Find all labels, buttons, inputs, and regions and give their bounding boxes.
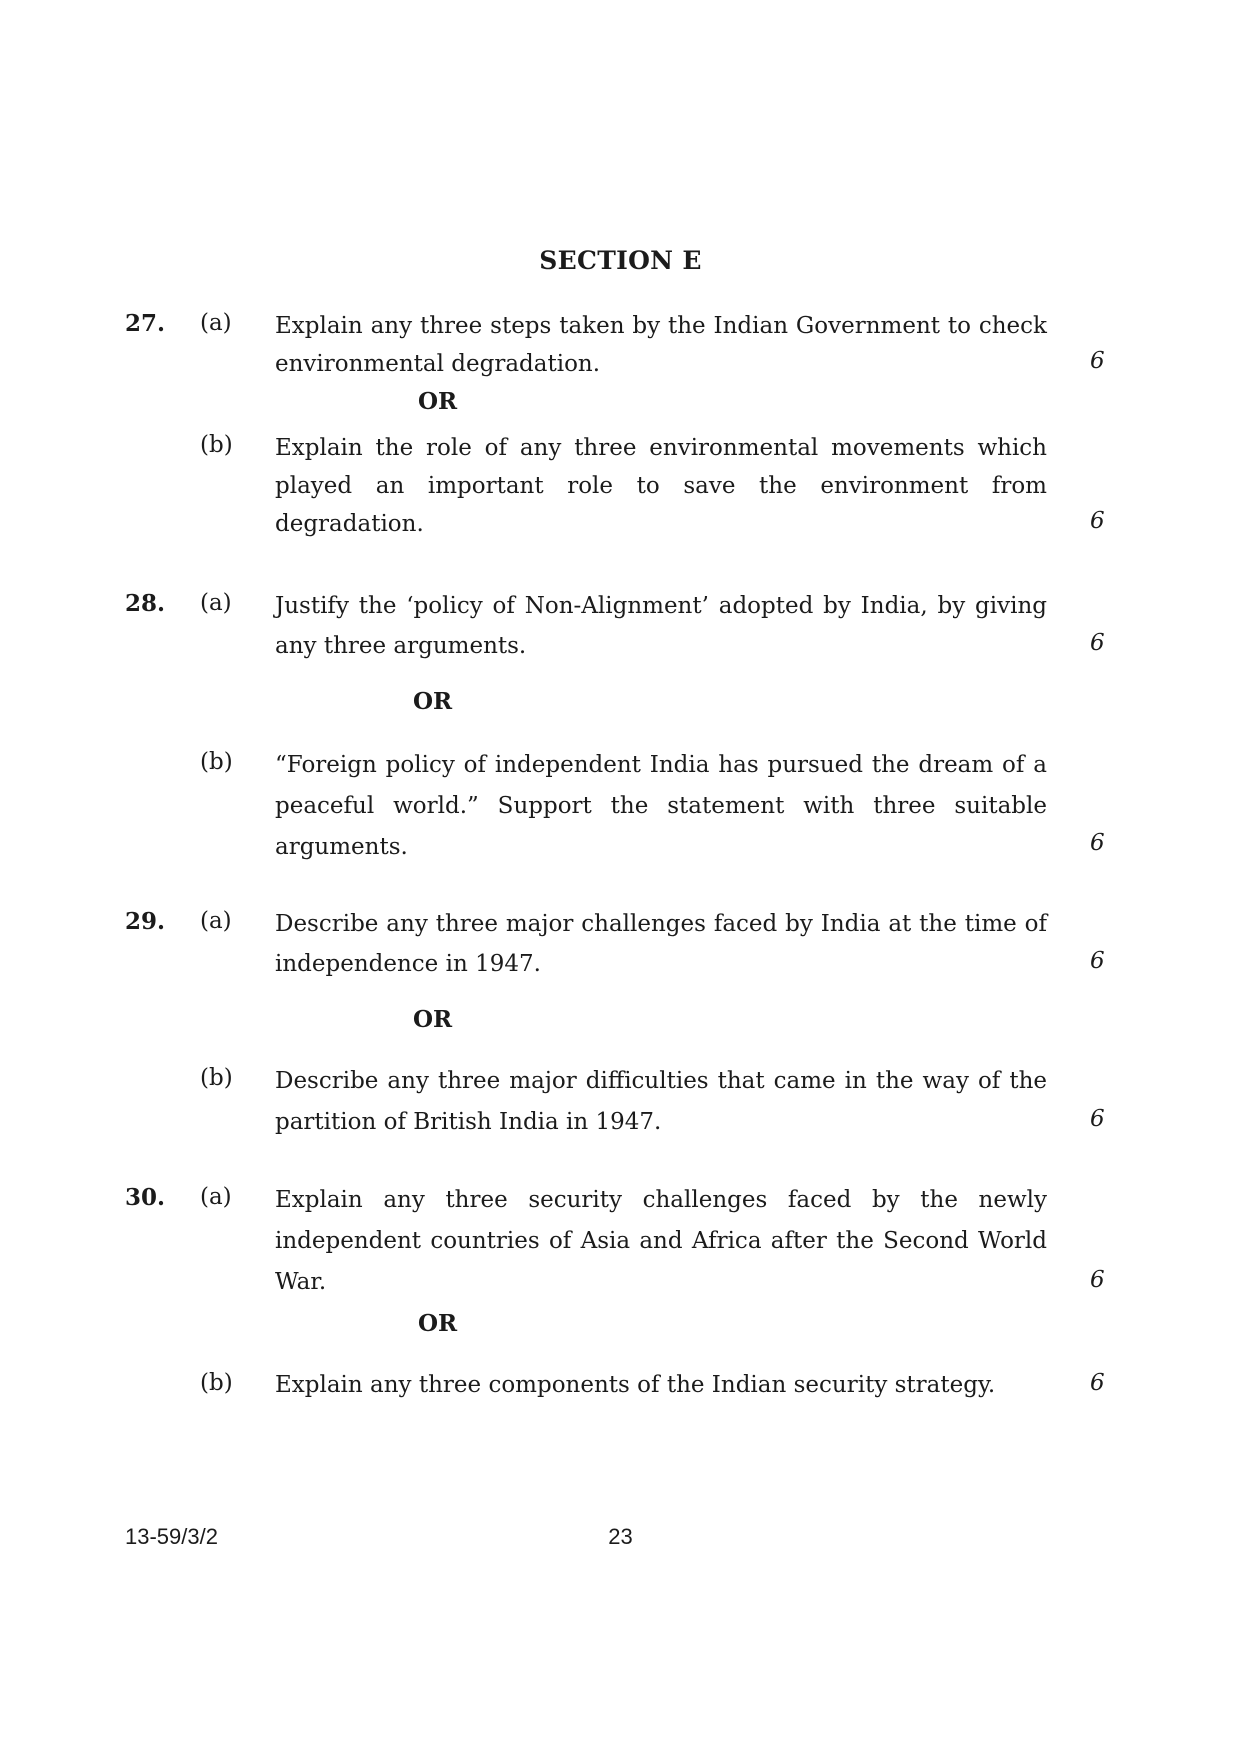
question-text	[275, 1180, 1047, 1303]
question-text	[275, 904, 1047, 984]
question-number: 27.	[125, 310, 166, 337]
question-text	[275, 307, 1047, 383]
question-text-line: Justify the ‘policy of Non-Alignment’ adopted by India, by giving	[275, 593, 1047, 619]
question-text-line: independence in 1947.	[275, 951, 541, 977]
question-text	[275, 745, 1047, 868]
question-number: 28.	[125, 590, 166, 617]
question-text-line: any three arguments.	[275, 633, 527, 659]
or-separator: OR	[413, 1006, 453, 1033]
question-text-line: “Foreign policy of independent India has pursued the dream of a	[275, 752, 1047, 778]
question-text-line: partition of British India in 1947.	[275, 1109, 662, 1135]
option-label: (b)	[200, 749, 233, 775]
or-separator: OR	[418, 388, 458, 415]
question-text-line: Describe any three major challenges faced by India at the time of	[275, 911, 1047, 937]
question-text-line: arguments.	[275, 834, 408, 860]
option-label: (b)	[200, 1370, 233, 1396]
or-separator: OR	[418, 1310, 458, 1337]
option-label: (b)	[200, 1065, 233, 1091]
or-separator: OR	[413, 688, 453, 715]
question-text-line: environmental degradation.	[275, 351, 601, 377]
question-text-line: Explain the role of any three environmental movements which	[275, 435, 1047, 461]
marks: 6	[1090, 1106, 1105, 1132]
question-text	[275, 1061, 1047, 1143]
question-text	[275, 429, 1047, 543]
marks: 6	[1090, 1370, 1105, 1396]
marks: 6	[1090, 508, 1105, 534]
question-number: 30.	[125, 1184, 166, 1211]
question-text-line: peaceful world.” Support the statement with three suitable	[275, 793, 1047, 819]
option-label: (b)	[200, 432, 233, 458]
question-text-line: Describe any three major difficulties that came in the way of the	[275, 1068, 1047, 1094]
marks: 6	[1090, 948, 1105, 974]
question-text-line: Explain any three components of the Indian security strategy.	[275, 1372, 996, 1398]
question-text-line: War.	[275, 1269, 327, 1295]
marks: 6	[1090, 1267, 1105, 1293]
question-text-line: played an important role to save the environment from	[275, 473, 1047, 499]
section-title: SECTION E	[539, 246, 702, 275]
question-text-line: degradation.	[275, 511, 424, 537]
question-text-line: Explain any three steps taken by the Indian Government to check	[275, 313, 1047, 339]
option-label: (a)	[200, 310, 232, 336]
question-number: 29.	[125, 908, 166, 935]
paper-code: 13-59/3/2	[125, 1524, 218, 1549]
page-number: 23	[608, 1524, 633, 1549]
question-text	[275, 1366, 1047, 1404]
question-text-line: independent countries of Asia and Africa after the Second World	[275, 1228, 1047, 1254]
question-text-line: Explain any three security challenges faced by the newly	[275, 1187, 1047, 1213]
option-label: (a)	[200, 590, 232, 616]
option-label: (a)	[200, 908, 232, 934]
marks: 6	[1090, 830, 1105, 856]
marks: 6	[1090, 630, 1105, 656]
option-label: (a)	[200, 1184, 232, 1210]
marks: 6	[1090, 348, 1105, 374]
question-text	[275, 586, 1047, 666]
